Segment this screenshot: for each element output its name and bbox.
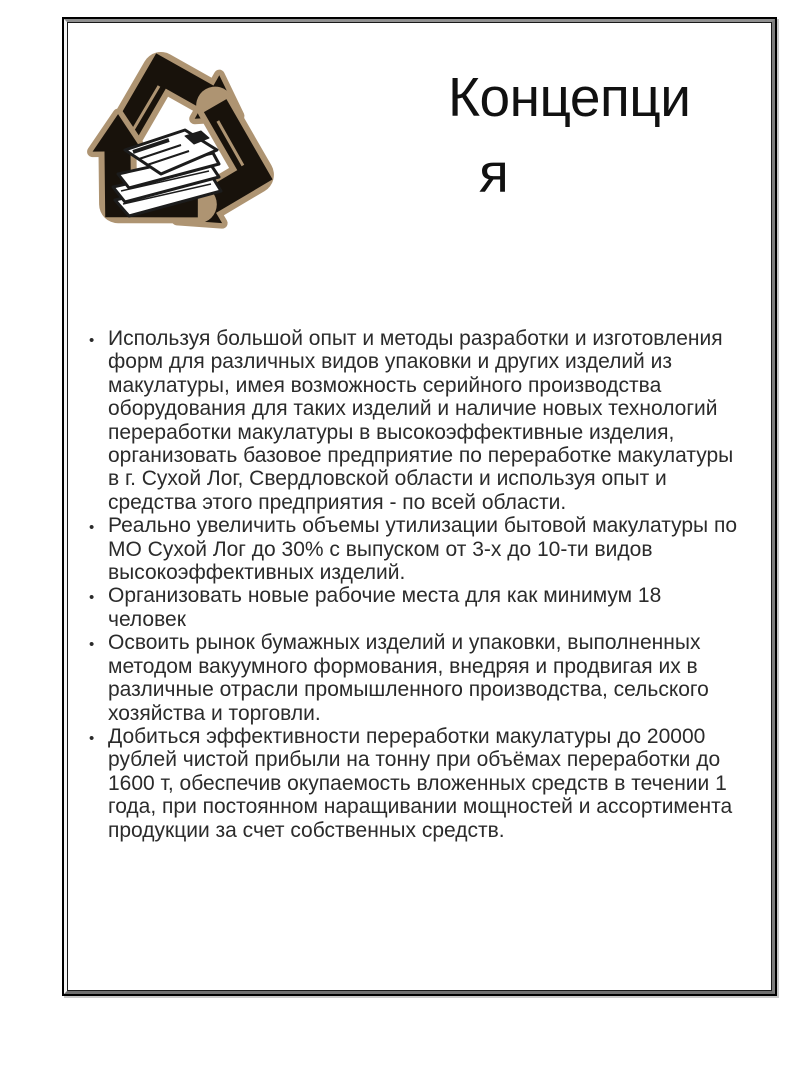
list-item [88, 725, 740, 842]
slide [62, 17, 777, 996]
list-item [88, 584, 740, 631]
bullet-text: Добиться эффективности переработки макулатуры до 20000 рублей чистой прибыли на тонну при объёмах переработки до 1600 т, обеспечив окупаемость вложенных средств в течении 1 года, при постоянном наращивании мощностей и ассортимента продукции за счет собственных средств. [108, 724, 733, 842]
bullet-icon: • [89, 332, 95, 349]
slide-title [448, 59, 690, 211]
slide-title-line2: я [479, 142, 509, 204]
bullet-icon: • [89, 729, 95, 747]
bullet-icon: • [89, 519, 95, 537]
slide-content-area [67, 22, 772, 991]
bullet-list [88, 327, 740, 842]
bullet-text: Организовать новые рабочие места для как минимум 18 человек [108, 584, 662, 631]
recycling-newspapers-icon [73, 38, 283, 253]
bullet-text: Реально увеличить объемы утилизации бытовой макулатуры по МО Сухой Лог до 30% с выпуском от 3-х до 10-ти видов высокоэффективных изделий. [108, 514, 738, 585]
list-item [88, 514, 740, 584]
slide-title-line1: Концепци [448, 66, 691, 128]
bullet-icon: • [89, 636, 95, 654]
bullet-icon: • [89, 589, 95, 607]
list-item [88, 327, 740, 514]
bullet-text: Освоить рынок бумажных изделий и упаковки, выполненных методом вакуумного формования, внедряя и продвигая их в различные отрасли промышленного производства, сельского хозяйства и торговли. [108, 631, 709, 725]
slide-frame-gray-band [64, 19, 775, 994]
list-item [88, 631, 740, 725]
bullet-text: Используя большой опыт и методы разработки и изготовления форм для различных видов упаковки и других изделий из макулатуры, имея возможность серийного производства оборудования для таких изделий и наличие новых технологий переработки макулатуры в высокоэффективные изделия, организовать базовое предприятие по переработке макулатуры в г. Сухой Лог, Свердловской области и используя опыт и средства этого предприятия - по всей области. [108, 327, 734, 514]
